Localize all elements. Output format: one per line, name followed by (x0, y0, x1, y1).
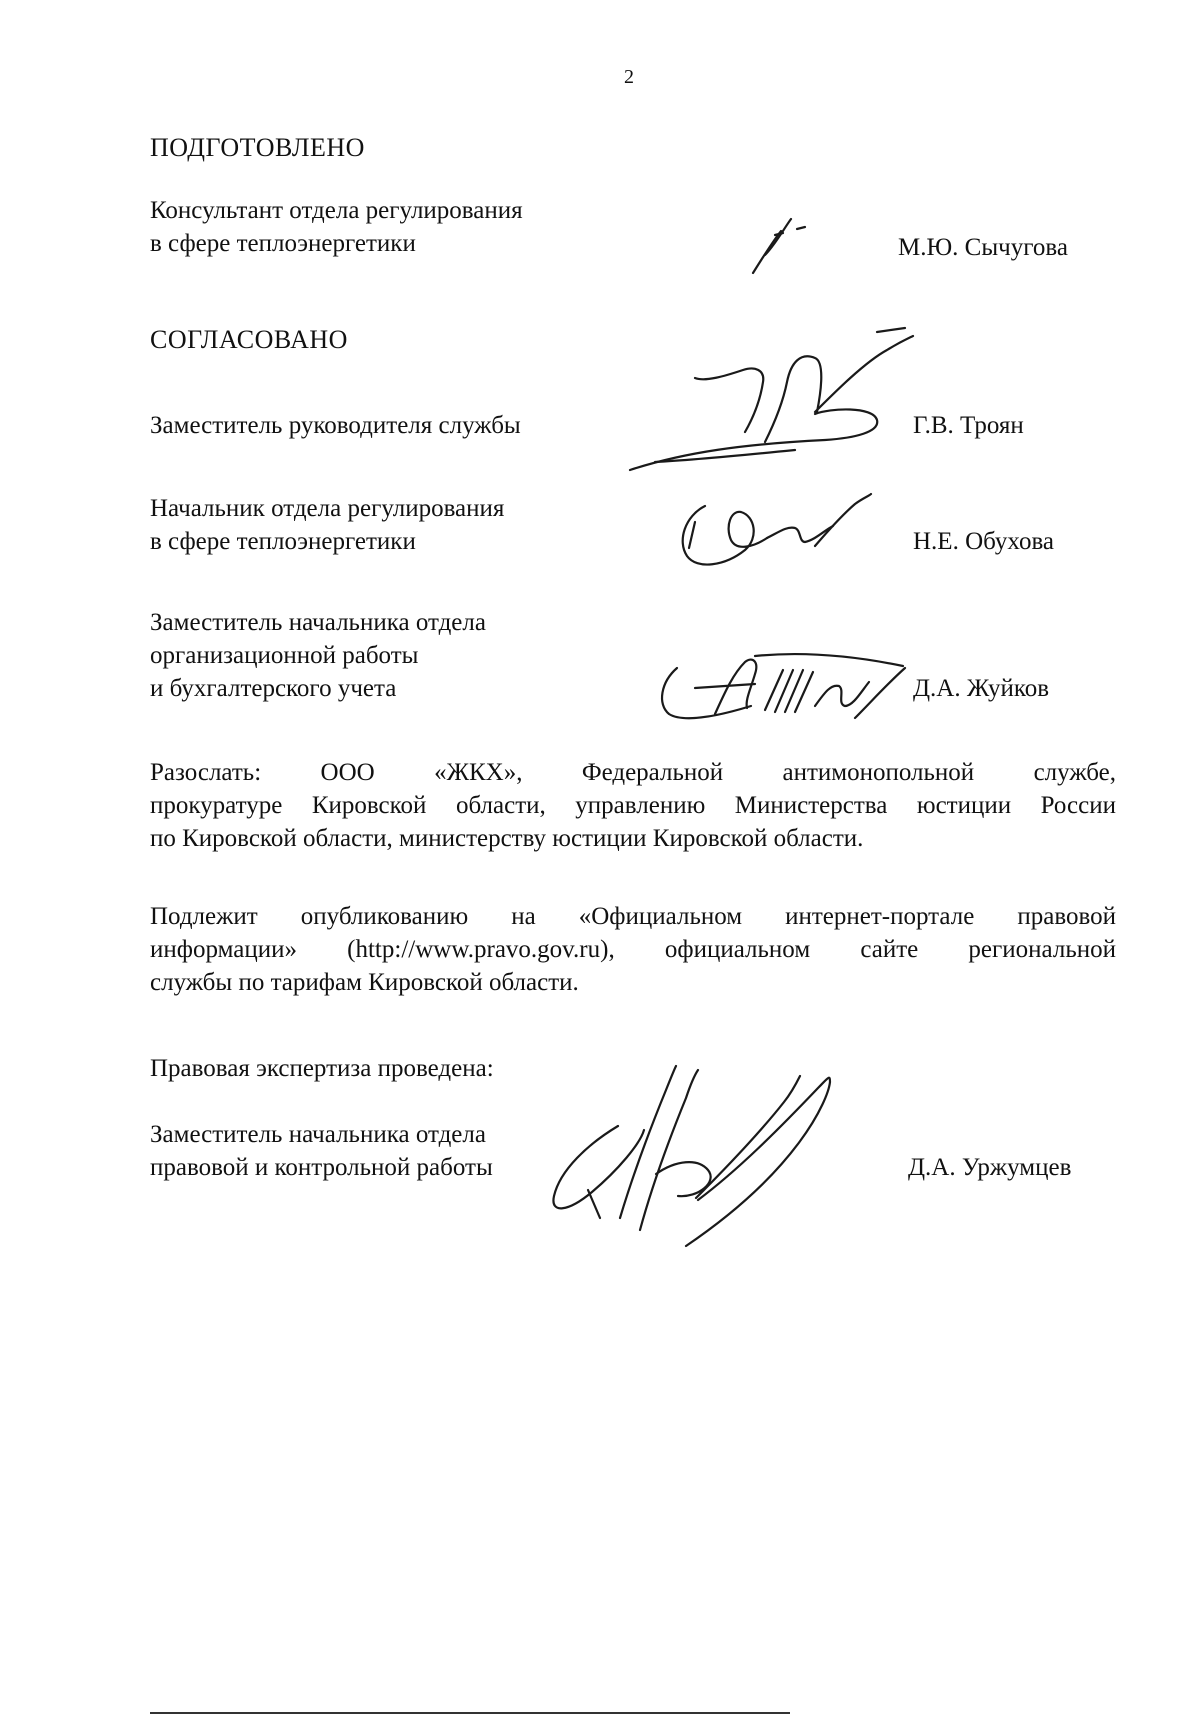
signer-2-signature (675, 486, 875, 576)
signer-3-name: Д.А. Жуйков (913, 675, 1050, 702)
prepared-heading: ПОДГОТОВЛЕНО (150, 133, 365, 162)
signer-3-position-line-2: организационной работы (150, 642, 419, 669)
prepared-position-line-1: Консультант отдела регулирования (150, 197, 523, 224)
prepared-signer-name: М.Ю. Сычугова (898, 234, 1068, 261)
signer-3-position-line-3: и бухгалтерского учета (150, 675, 397, 702)
publication-line-3: службы по тарифам Кировской области. (150, 969, 579, 996)
page-number: 2 (624, 66, 634, 88)
signer-1-name: Г.В. Троян (913, 412, 1024, 439)
legal-review-signature (548, 1060, 848, 1250)
publication-line-1: Подлежит опубликованию на «Официальном интернет-портале правовой (150, 903, 1116, 930)
legal-review-heading: Правовая экспертиза проведена: (150, 1055, 494, 1082)
signer-2-name: Н.Е. Обухова (913, 528, 1055, 555)
scan-edge-line (150, 1712, 790, 1714)
signer-1-position-line-1: Заместитель руководителя службы (150, 412, 521, 439)
publication-line-2: информации» (http://www.pravo.gov.ru), официальном сайте региональной (150, 936, 1116, 963)
signer-2-position-line-1: Начальник отдела регулирования (150, 495, 505, 522)
legal-review-position-line-2: правовой и контрольной работы (150, 1154, 493, 1181)
distribution-paragraph (150, 756, 1116, 855)
signer-1-signature (625, 322, 915, 482)
agreed-heading: СОГЛАСОВАНО (150, 325, 348, 354)
distribution-line-1: Разослать: ООО «ЖКХ», Федеральной антимонопольной службе, (150, 759, 1116, 786)
signer-3-signature (655, 648, 920, 728)
distribution-line-2: прокуратуре Кировской области, управлению Министерства юстиции России (150, 792, 1116, 819)
signer-3-position-line-1: Заместитель начальника отдела (150, 609, 486, 636)
prepared-signature (745, 205, 835, 280)
publication-paragraph (150, 900, 1116, 999)
legal-review-signer-name: Д.А. Уржумцев (908, 1154, 1072, 1181)
prepared-position-line-2: в сфере теплоэнергетики (150, 230, 416, 257)
signer-2-position-line-2: в сфере теплоэнергетики (150, 528, 416, 555)
legal-review-position-line-1: Заместитель начальника отдела (150, 1121, 486, 1148)
distribution-line-3: по Кировской области, министерству юстиции Кировской области. (150, 825, 864, 852)
